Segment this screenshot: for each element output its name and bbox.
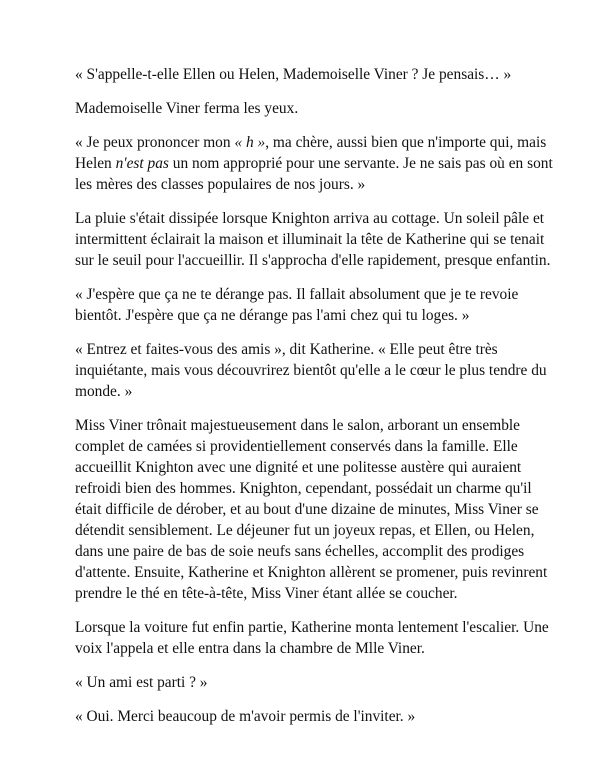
paragraph-10 [75,706,560,727]
paragraph-text: « Je peux prononcer mon [75,134,235,151]
paragraph-6 [75,339,560,402]
paragraph-text: La pluie s'était dissipée lorsque Knighton arriva au cottage. Un soleil pâle et intermittent éclairait la maison et illuminait la tête de Katherine qui se tenait sur le seuil pour l'accueillir. Il s'approcha d'elle rapidement, presque enfantin. [75,210,551,269]
paragraph-2 [75,98,560,119]
paragraph-7 [75,415,560,604]
paragraph-text: « S'appelle-t-elle Ellen ou Helen, Mademoiselle Viner ? Je pensais… » [75,66,512,83]
paragraph-4 [75,208,560,271]
paragraph-text: un nom approprié pour une servante. Je ne sais pas où en sont les mères des classes populaires de nos jours. » [75,155,553,193]
paragraph-text: Miss Viner trônait majestueusement dans le salon, arborant un ensemble complet de camées si providentiellement conservés dans la famille. Elle accueillit Knighton avec une dignité et une politesse austère qui auraient refroidi bien des hommes. Knighton, cependant, possédait un charme qu'il était difficile de dérober, et au bout d'une dizaine de minutes, Miss Viner se détendit sensiblement. Le déjeuner fut un joyeux repas, et Ellen, ou Helen, dans une paire de bas de soie neufs sans échelles, accomplit des prodiges d'attente. Ensuite, Katherine et Knighton allèrent se promener, puis revinrent prendre le thé en tête-à-tête, Miss Viner étant allée se coucher. [75,417,548,602]
paragraph-8 [75,617,560,659]
paragraph-text: « Un ami est parti ? » [75,674,208,691]
paragraph-text: , ma chère, aussi bien que n'importe qui, mais Helen [75,134,547,172]
paragraph-5 [75,284,560,326]
paragraph-text: Mademoiselle Viner ferma les yeux. [75,100,299,117]
paragraph-1 [75,64,560,85]
paragraph-text: Lorsque la voiture fut enfin partie, Katherine monta lentement l'escalier. Une voix l'appela et elle entra dans la chambre de Mlle Viner. [75,619,549,657]
document-page [75,64,560,740]
emphasis-h: « h » [234,134,266,151]
paragraph-text: « J'espère que ça ne te dérange pas. Il fallait absolument que je te revoie bientôt. J'espère que ça ne dérange pas l'ami chez qui tu loges. » [75,286,519,324]
paragraph-text: « Entrez et faites-vous des amis », dit Katherine. « Elle peut être très inquiétante, mais vous découvrirez bientôt qu'elle a le cœur le plus tendre du monde. » [75,341,547,400]
paragraph-9 [75,672,560,693]
emphasis-nest-pas: n'est pas [115,155,169,172]
paragraph-3 [75,132,560,195]
paragraph-text: « Oui. Merci beaucoup de m'avoir permis de l'inviter. » [75,708,416,725]
